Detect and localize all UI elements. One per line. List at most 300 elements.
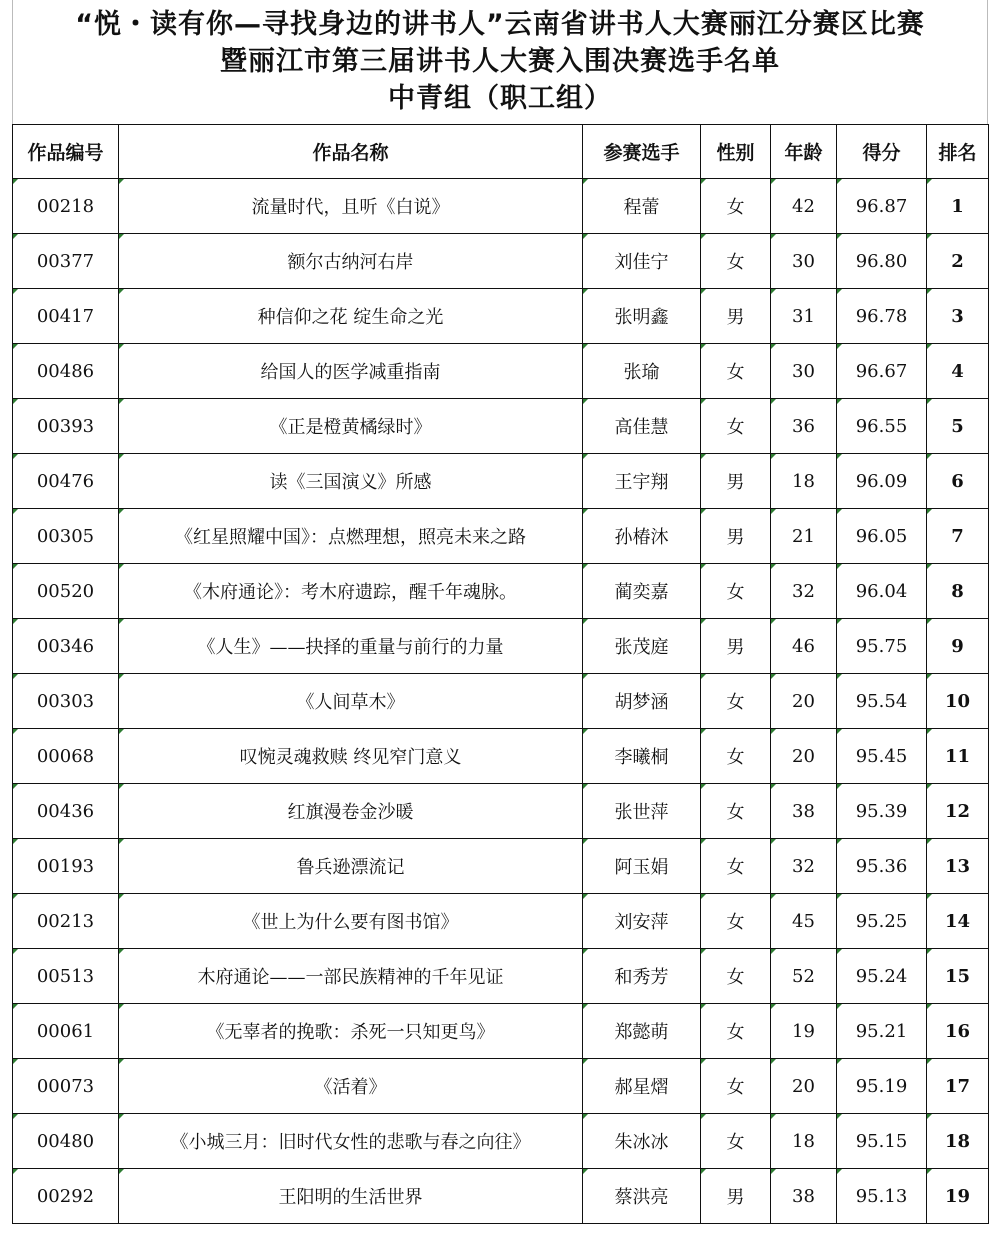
cell-marker-icon bbox=[119, 454, 124, 459]
cell-rank bbox=[927, 674, 989, 729]
cell-marker-icon bbox=[119, 674, 124, 679]
cell-marker-icon bbox=[13, 674, 18, 679]
cell-score bbox=[837, 289, 927, 344]
document-title bbox=[12, 6, 988, 117]
cell-id bbox=[13, 839, 119, 894]
cell-id bbox=[13, 564, 119, 619]
cell-id-text: 00520 bbox=[36, 580, 95, 602]
cell-rank bbox=[927, 1004, 989, 1059]
cell-score bbox=[837, 1114, 927, 1169]
cell-work-title-text: 《活着》 bbox=[314, 1077, 387, 1098]
cell-marker-icon bbox=[701, 1169, 706, 1174]
cell-marker-icon bbox=[837, 729, 842, 734]
cell-contestant bbox=[583, 1114, 701, 1169]
cell-marker-icon bbox=[119, 894, 124, 899]
cell-work-title-text: 读《三国演义》所感 bbox=[269, 472, 432, 493]
cell-marker-icon bbox=[837, 1004, 842, 1009]
cell-age bbox=[771, 454, 837, 509]
cell-score bbox=[837, 784, 927, 839]
cell-work-title bbox=[119, 1004, 583, 1059]
cell-marker-icon bbox=[837, 289, 842, 294]
cell-marker-icon bbox=[771, 619, 776, 624]
cell-score bbox=[837, 839, 927, 894]
title-line-2: 暨丽江市第三届讲书人大赛入围决赛选手名单 bbox=[220, 46, 780, 77]
cell-work-title-text: 种信仰之花 绽生命之光 bbox=[257, 307, 444, 328]
cell-gender-text: 女 bbox=[726, 1022, 745, 1043]
cell-score-text: 95.21 bbox=[855, 1020, 908, 1042]
cell-contestant-text: 张茂庭 bbox=[614, 637, 669, 658]
cell-marker-icon bbox=[583, 1059, 588, 1064]
cell-marker-icon bbox=[13, 564, 18, 569]
cell-gender-text: 女 bbox=[726, 1132, 745, 1153]
cell-age-text: 42 bbox=[792, 195, 815, 217]
cell-contestant bbox=[583, 509, 701, 564]
cell-contestant-text: 蔺奕嘉 bbox=[614, 582, 669, 603]
header-age: 年龄 bbox=[771, 125, 837, 179]
cell-score-text: 95.15 bbox=[855, 1130, 908, 1152]
cell-marker-icon bbox=[119, 784, 124, 789]
cell-contestant-text: 程蕾 bbox=[623, 197, 660, 218]
cell-rank-text: 2 bbox=[951, 250, 964, 272]
cell-score bbox=[837, 619, 927, 674]
cell-age bbox=[771, 619, 837, 674]
cell-rank-text: 12 bbox=[944, 800, 971, 822]
cell-work-title bbox=[119, 1169, 583, 1224]
cell-age-text: 30 bbox=[792, 360, 815, 382]
cell-gender bbox=[701, 674, 771, 729]
cell-work-title bbox=[119, 399, 583, 454]
cell-id bbox=[13, 949, 119, 1004]
cell-rank-text: 14 bbox=[944, 910, 971, 932]
cell-marker-icon bbox=[927, 619, 932, 624]
cell-work-title-text: 木府通论——一部民族精神的千年见证 bbox=[197, 967, 504, 988]
cell-marker-icon bbox=[701, 949, 706, 954]
table-row bbox=[13, 454, 989, 509]
cell-gender-text: 女 bbox=[726, 417, 745, 438]
cell-rank-text: 11 bbox=[944, 745, 971, 767]
cell-rank bbox=[927, 344, 989, 399]
cell-marker-icon bbox=[771, 949, 776, 954]
cell-marker-icon bbox=[701, 1004, 706, 1009]
table-row bbox=[13, 179, 989, 234]
cell-marker-icon bbox=[583, 784, 588, 789]
cell-work-title-text: 王阳明的生活世界 bbox=[278, 1187, 423, 1208]
cell-marker-icon bbox=[701, 454, 706, 459]
header-contestant: 参赛选手 bbox=[583, 125, 701, 179]
header-score: 得分 bbox=[837, 125, 927, 179]
cell-contestant-text: 张瑜 bbox=[623, 362, 660, 383]
cell-age bbox=[771, 1114, 837, 1169]
cell-marker-icon bbox=[13, 949, 18, 954]
cell-marker-icon bbox=[119, 949, 124, 954]
cell-score-text: 95.13 bbox=[855, 1185, 908, 1207]
cell-id bbox=[13, 1059, 119, 1114]
cell-marker-icon bbox=[771, 1059, 776, 1064]
cell-contestant bbox=[583, 289, 701, 344]
cell-marker-icon bbox=[13, 234, 18, 239]
cell-marker-icon bbox=[583, 234, 588, 239]
cell-age-text: 19 bbox=[792, 1020, 815, 1042]
cell-id-text: 00513 bbox=[36, 965, 95, 987]
cell-rank bbox=[927, 454, 989, 509]
cell-marker-icon bbox=[701, 289, 706, 294]
cell-marker-icon bbox=[13, 729, 18, 734]
cell-contestant bbox=[583, 1059, 701, 1114]
cell-marker-icon bbox=[13, 894, 18, 899]
cell-rank bbox=[927, 289, 989, 344]
cell-work-title bbox=[119, 784, 583, 839]
cell-marker-icon bbox=[771, 1004, 776, 1009]
cell-marker-icon bbox=[583, 1114, 588, 1119]
cell-marker-icon bbox=[583, 509, 588, 514]
cell-contestant bbox=[583, 729, 701, 784]
cell-marker-icon bbox=[927, 729, 932, 734]
cell-rank-text: 18 bbox=[944, 1130, 971, 1152]
cell-score-text: 96.09 bbox=[855, 470, 908, 492]
cell-gender bbox=[701, 289, 771, 344]
cell-age-text: 18 bbox=[792, 470, 815, 492]
cell-marker-icon bbox=[119, 564, 124, 569]
cell-gender bbox=[701, 399, 771, 454]
cell-marker-icon bbox=[771, 894, 776, 899]
cell-marker-icon bbox=[927, 564, 932, 569]
cell-marker-icon bbox=[771, 454, 776, 459]
cell-rank-text: 4 bbox=[951, 360, 964, 382]
table-row bbox=[13, 1059, 989, 1114]
cell-marker-icon bbox=[837, 1169, 842, 1174]
cell-contestant-text: 高佳慧 bbox=[614, 417, 669, 438]
cell-age bbox=[771, 949, 837, 1004]
cell-marker-icon bbox=[13, 289, 18, 294]
cell-work-title bbox=[119, 344, 583, 399]
cell-id bbox=[13, 1004, 119, 1059]
cell-marker-icon bbox=[701, 564, 706, 569]
cell-age bbox=[771, 179, 837, 234]
cell-marker-icon bbox=[13, 619, 18, 624]
cell-gender-text: 女 bbox=[726, 362, 745, 383]
cell-rank-text: 10 bbox=[944, 690, 971, 712]
cell-score-text: 95.54 bbox=[855, 690, 908, 712]
cell-score-text: 96.05 bbox=[855, 525, 908, 547]
cell-age-text: 38 bbox=[792, 800, 815, 822]
cell-age-text: 32 bbox=[792, 580, 815, 602]
cell-marker-icon bbox=[701, 839, 706, 844]
cell-marker-icon bbox=[927, 1114, 932, 1119]
cell-age-text: 30 bbox=[792, 250, 815, 272]
cell-contestant-text: 刘安萍 bbox=[614, 912, 669, 933]
cell-id-text: 00476 bbox=[36, 470, 95, 492]
cell-contestant-text: 王宇翔 bbox=[614, 472, 669, 493]
cell-score-text: 96.67 bbox=[855, 360, 908, 382]
cell-marker-icon bbox=[13, 1004, 18, 1009]
cell-marker-icon bbox=[701, 784, 706, 789]
cell-marker-icon bbox=[927, 949, 932, 954]
cell-rank bbox=[927, 949, 989, 1004]
cell-marker-icon bbox=[119, 619, 124, 624]
cell-work-title bbox=[119, 894, 583, 949]
cell-work-title bbox=[119, 729, 583, 784]
cell-gender bbox=[701, 454, 771, 509]
cell-marker-icon bbox=[771, 1169, 776, 1174]
cell-marker-icon bbox=[927, 179, 932, 184]
header-id: 作品编号 bbox=[13, 125, 119, 179]
cell-marker-icon bbox=[583, 344, 588, 349]
cell-work-title bbox=[119, 564, 583, 619]
cell-marker-icon bbox=[583, 564, 588, 569]
cell-contestant bbox=[583, 234, 701, 289]
table-row bbox=[13, 1004, 989, 1059]
cell-marker-icon bbox=[583, 399, 588, 404]
cell-contestant-text: 和秀芳 bbox=[614, 967, 669, 988]
table-row bbox=[13, 234, 989, 289]
cell-id-text: 00436 bbox=[36, 800, 95, 822]
cell-work-title-text: 额尔古纳河右岸 bbox=[287, 252, 414, 273]
cell-marker-icon bbox=[771, 839, 776, 844]
cell-gender-text: 男 bbox=[726, 472, 745, 493]
cell-score bbox=[837, 1059, 927, 1114]
cell-work-title-text: 《人间草木》 bbox=[296, 692, 405, 713]
cell-age-text: 21 bbox=[792, 525, 815, 547]
table-row bbox=[13, 564, 989, 619]
cell-marker-icon bbox=[119, 729, 124, 734]
cell-id-text: 00068 bbox=[36, 745, 95, 767]
cell-score bbox=[837, 729, 927, 784]
cell-id bbox=[13, 729, 119, 784]
cell-marker-icon bbox=[771, 674, 776, 679]
cell-contestant bbox=[583, 454, 701, 509]
cell-rank bbox=[927, 619, 989, 674]
cell-marker-icon bbox=[927, 839, 932, 844]
cell-age-text: 20 bbox=[792, 1075, 815, 1097]
cell-marker-icon bbox=[13, 1169, 18, 1174]
cell-work-title-text: 《无辜者的挽歌：杀死一只知更鸟》 bbox=[206, 1022, 495, 1043]
cell-contestant bbox=[583, 344, 701, 399]
cell-rank bbox=[927, 399, 989, 454]
title-line-3: 中青组（职工组） bbox=[388, 83, 612, 114]
cell-age-text: 31 bbox=[792, 305, 815, 327]
cell-rank-text: 3 bbox=[951, 305, 964, 327]
cell-marker-icon bbox=[927, 784, 932, 789]
cell-work-title-text: 《木府通论》：考木府遗踪，醒千年魂脉。 bbox=[184, 582, 517, 603]
cell-id-text: 00486 bbox=[36, 360, 95, 382]
cell-id-text: 00218 bbox=[36, 195, 95, 217]
cell-score-text: 95.75 bbox=[855, 635, 908, 657]
cell-gender-text: 男 bbox=[726, 527, 745, 548]
cell-work-title-text: 给国人的医学减重指南 bbox=[260, 362, 441, 383]
cell-gender-text: 女 bbox=[726, 582, 745, 603]
cell-id bbox=[13, 509, 119, 564]
cell-age bbox=[771, 399, 837, 454]
cell-marker-icon bbox=[13, 454, 18, 459]
cell-marker-icon bbox=[701, 344, 706, 349]
cell-contestant bbox=[583, 784, 701, 839]
cell-rank-text: 15 bbox=[944, 965, 971, 987]
cell-contestant bbox=[583, 179, 701, 234]
cell-marker-icon bbox=[771, 179, 776, 184]
cell-work-title-text: 叹惋灵魂救赎 终见窄门意义 bbox=[239, 747, 462, 768]
cell-marker-icon bbox=[771, 234, 776, 239]
cell-contestant bbox=[583, 564, 701, 619]
cell-id bbox=[13, 234, 119, 289]
cell-gender bbox=[701, 1004, 771, 1059]
cell-rank-text: 5 bbox=[951, 415, 964, 437]
title-line-1: “悦・读有你—寻找身边的讲书人”云南省讲书人大赛丽江分赛区比赛 bbox=[75, 9, 925, 40]
table-row bbox=[13, 839, 989, 894]
cell-marker-icon bbox=[771, 1114, 776, 1119]
cell-marker-icon bbox=[771, 289, 776, 294]
cell-contestant bbox=[583, 949, 701, 1004]
cell-marker-icon bbox=[771, 509, 776, 514]
cell-marker-icon bbox=[583, 179, 588, 184]
cell-rank bbox=[927, 839, 989, 894]
cell-marker-icon bbox=[837, 234, 842, 239]
cell-marker-icon bbox=[583, 289, 588, 294]
header-gender: 性别 bbox=[701, 125, 771, 179]
cell-marker-icon bbox=[701, 234, 706, 239]
cell-contestant bbox=[583, 1169, 701, 1224]
cell-work-title bbox=[119, 839, 583, 894]
cell-work-title-text: 《世上为什么要有图书馆》 bbox=[242, 912, 459, 933]
cell-gender-text: 女 bbox=[726, 802, 745, 823]
cell-gender-text: 女 bbox=[726, 1077, 745, 1098]
table-row bbox=[13, 619, 989, 674]
table-row bbox=[13, 949, 989, 1004]
cell-id-text: 00480 bbox=[36, 1130, 95, 1152]
cell-marker-icon bbox=[583, 674, 588, 679]
cell-gender bbox=[701, 894, 771, 949]
cell-contestant bbox=[583, 1004, 701, 1059]
cell-marker-icon bbox=[837, 674, 842, 679]
cell-id-text: 00073 bbox=[36, 1075, 95, 1097]
cell-id-text: 00393 bbox=[36, 415, 95, 437]
cell-rank-text: 17 bbox=[944, 1075, 971, 1097]
cell-marker-icon bbox=[927, 894, 932, 899]
cell-contestant-text: 张世萍 bbox=[614, 802, 669, 823]
cell-marker-icon bbox=[701, 399, 706, 404]
cell-marker-icon bbox=[119, 1059, 124, 1064]
cell-age-text: 36 bbox=[792, 415, 815, 437]
cell-marker-icon bbox=[13, 344, 18, 349]
cell-rank-text: 16 bbox=[944, 1020, 971, 1042]
cell-work-title-text: 《正是橙黄橘绿时》 bbox=[269, 417, 432, 438]
cell-marker-icon bbox=[927, 289, 932, 294]
cell-marker-icon bbox=[837, 509, 842, 514]
cell-score bbox=[837, 949, 927, 1004]
cell-marker-icon bbox=[13, 399, 18, 404]
cell-score bbox=[837, 1004, 927, 1059]
cell-age bbox=[771, 344, 837, 399]
cell-marker-icon bbox=[927, 1169, 932, 1174]
cell-score bbox=[837, 234, 927, 289]
cell-marker-icon bbox=[13, 1059, 18, 1064]
cell-rank bbox=[927, 1059, 989, 1114]
cell-age bbox=[771, 1059, 837, 1114]
cell-marker-icon bbox=[701, 674, 706, 679]
cell-marker-icon bbox=[13, 839, 18, 844]
cell-score bbox=[837, 564, 927, 619]
cell-gender bbox=[701, 784, 771, 839]
cell-marker-icon bbox=[927, 674, 932, 679]
cell-gender bbox=[701, 1059, 771, 1114]
cell-score-text: 96.87 bbox=[855, 195, 908, 217]
cell-rank bbox=[927, 729, 989, 784]
cell-rank bbox=[927, 234, 989, 289]
cell-work-title bbox=[119, 674, 583, 729]
cell-age bbox=[771, 784, 837, 839]
cell-age bbox=[771, 289, 837, 344]
cell-age bbox=[771, 674, 837, 729]
cell-gender-text: 女 bbox=[726, 252, 745, 273]
cell-age bbox=[771, 1004, 837, 1059]
cell-marker-icon bbox=[583, 839, 588, 844]
cell-rank-text: 1 bbox=[951, 195, 964, 217]
cell-contestant-text: 蔡洪亮 bbox=[614, 1187, 669, 1208]
cell-marker-icon bbox=[119, 399, 124, 404]
cell-marker-icon bbox=[701, 179, 706, 184]
cell-marker-icon bbox=[927, 1004, 932, 1009]
cell-id-text: 00292 bbox=[36, 1185, 95, 1207]
cell-work-title bbox=[119, 619, 583, 674]
cell-gender-text: 女 bbox=[726, 747, 745, 768]
cell-marker-icon bbox=[13, 1114, 18, 1119]
cell-marker-icon bbox=[837, 179, 842, 184]
cell-id bbox=[13, 1114, 119, 1169]
cell-gender-text: 男 bbox=[726, 637, 745, 658]
cell-gender bbox=[701, 949, 771, 1004]
cell-marker-icon bbox=[119, 509, 124, 514]
table-row bbox=[13, 729, 989, 784]
cell-gender bbox=[701, 619, 771, 674]
cell-rank-text: 19 bbox=[944, 1185, 971, 1207]
cell-gender-text: 女 bbox=[726, 197, 745, 218]
table-row bbox=[13, 509, 989, 564]
cell-work-title bbox=[119, 289, 583, 344]
cell-id bbox=[13, 289, 119, 344]
cell-gender bbox=[701, 509, 771, 564]
cell-work-title-text: 红旗漫卷金沙暖 bbox=[287, 802, 414, 823]
cell-score-text: 95.19 bbox=[855, 1075, 908, 1097]
cell-rank-text: 9 bbox=[951, 635, 964, 657]
cell-marker-icon bbox=[583, 1169, 588, 1174]
cell-id-text: 00417 bbox=[36, 305, 95, 327]
cell-gender-text: 男 bbox=[726, 307, 745, 328]
cell-work-title-text: 鲁兵逊漂流记 bbox=[296, 857, 405, 878]
cell-work-title bbox=[119, 234, 583, 289]
cell-gender bbox=[701, 179, 771, 234]
cell-age-text: 32 bbox=[792, 855, 815, 877]
cell-marker-icon bbox=[119, 1169, 124, 1174]
cell-marker-icon bbox=[837, 399, 842, 404]
cell-contestant-text: 李曦桐 bbox=[614, 747, 669, 768]
cell-gender bbox=[701, 839, 771, 894]
cell-marker-icon bbox=[771, 344, 776, 349]
cell-age-text: 20 bbox=[792, 690, 815, 712]
cell-age-text: 45 bbox=[792, 910, 815, 932]
cell-marker-icon bbox=[701, 619, 706, 624]
cell-id bbox=[13, 399, 119, 454]
cell-score-text: 96.04 bbox=[855, 580, 908, 602]
cell-id bbox=[13, 344, 119, 399]
cell-gender-text: 男 bbox=[726, 1187, 745, 1208]
cell-marker-icon bbox=[583, 619, 588, 624]
header-work: 作品名称 bbox=[119, 125, 583, 179]
cell-marker-icon bbox=[119, 234, 124, 239]
cell-age-text: 18 bbox=[792, 1130, 815, 1152]
cell-rank-text: 13 bbox=[944, 855, 971, 877]
cell-work-title bbox=[119, 949, 583, 1004]
cell-score bbox=[837, 509, 927, 564]
cell-rank bbox=[927, 894, 989, 949]
